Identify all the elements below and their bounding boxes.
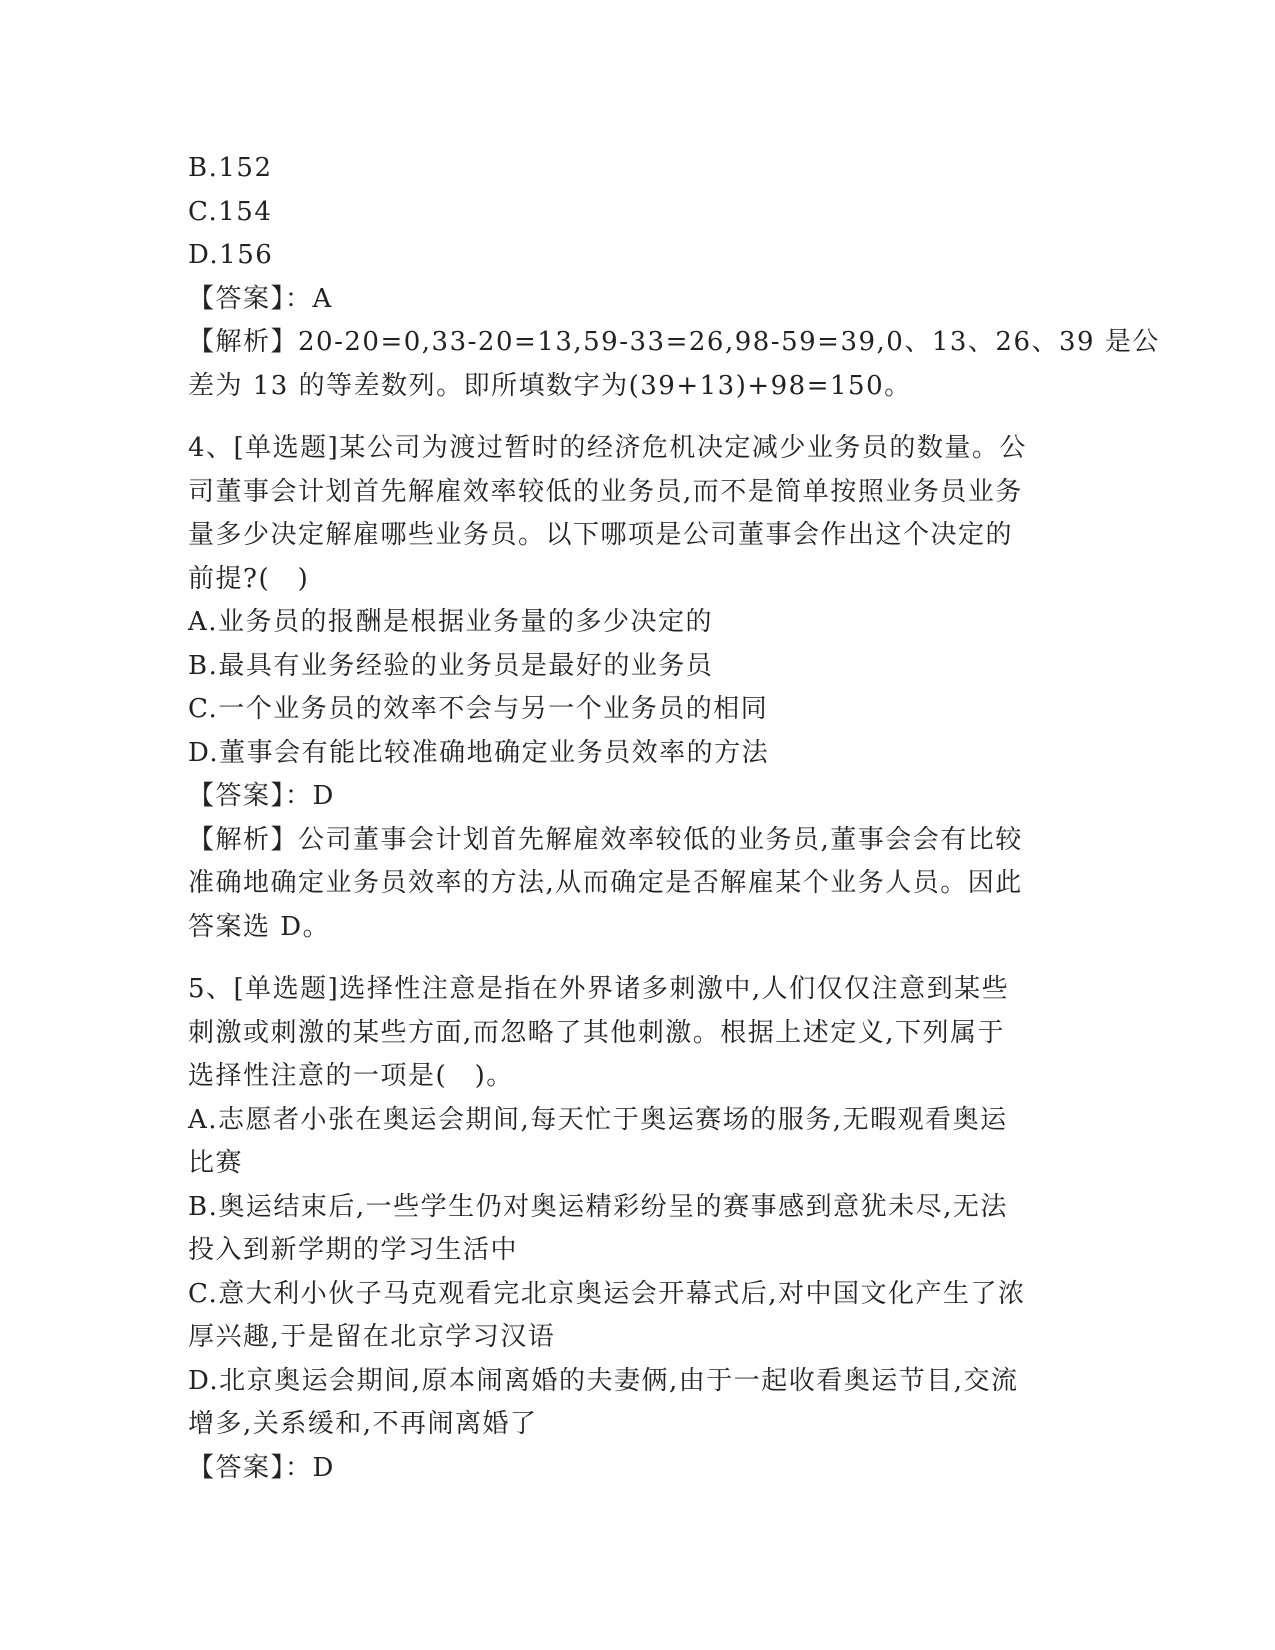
option-c: C.154 — [188, 196, 273, 227]
question-3-tail — [188, 147, 1160, 408]
option-d: D.北京奥运会期间,原本闹离婚的夫妻俩,由于一起收看奥运节目,交流 — [188, 1365, 1019, 1396]
option-a: A.业务员的报酬是根据业务量的多少决定的 — [188, 607, 714, 637]
option-d-continued: 增多,关系缓和,不再闹离婚了 — [188, 1409, 538, 1439]
question-stem-line: 司董事会计划首先解雇效率较低的业务员,而不是简单按照业务员业务 — [188, 476, 1023, 507]
answer-line: 【答案】：A — [188, 283, 333, 314]
option-b: B.奥运结束后,一些学生仍对奥运精彩纷呈的赛事感到意犹未尽,无法 — [188, 1191, 1008, 1222]
document-page — [188, 147, 1160, 1490]
question-gap — [188, 408, 1083, 427]
option-d: D.董事会有能比较准确地确定业务员效率的方法 — [188, 737, 770, 768]
question-stem-line: 前提?( ) — [188, 563, 310, 594]
analysis-line: 差为 13 的等差数列。即所填数字为(39+13)+98=150。 — [188, 370, 912, 401]
answer-line: 【答案】：D — [188, 781, 335, 811]
option-c: C.意大利小伙子马克观看完北京奥运会开幕式后,对中国文化产生了浓 — [188, 1278, 1026, 1309]
option-b: B.最具有业务经验的业务员是最好的业务员 — [188, 650, 714, 681]
question-stem-line: 5、[单选题]选择性注意是指在外界诸多刺激中,人们仅仅注意到某些 — [188, 974, 1010, 1004]
question-stem-line: 量多少决定解雇哪些业务员。以下哪项是公司董事会作出这个决定的 — [188, 520, 1014, 550]
option-d: D.156 — [188, 240, 274, 270]
answer-line: 【答案】：D — [188, 1452, 335, 1483]
option-a: A.志愿者小张在奥运会期间,每天忙于奥运赛场的服务,无暇观看奥运 — [188, 1104, 1008, 1135]
question-stem-line: 刺激或刺激的某些方面,而忽略了其他刺激。根据上述定义,下列属于 — [188, 1017, 1006, 1048]
option-c-continued: 厚兴趣,于是留在北京学习汉语 — [188, 1322, 556, 1352]
question-4 — [188, 427, 1083, 949]
question-stem-line: 4、[单选题]某公司为渡过暂时的经济危机决定减少业务员的数量。公 — [188, 433, 1027, 463]
analysis-line: 【解析】公司董事会计划首先解雇效率较低的业务员,董事会会有比较 — [188, 824, 1023, 855]
option-b: B.152 — [188, 153, 273, 183]
question-5 — [188, 968, 1083, 1490]
analysis-line: 【解析】20-20=0,33-20=13,59-33=26,98-59=39,0、13、26、39 是公 — [188, 327, 1160, 357]
option-b-continued: 投入到新学期的学习生活中 — [188, 1235, 519, 1265]
analysis-line: 答案选 D。 — [188, 911, 331, 942]
analysis-line: 准确地确定业务员效率的方法,从而确定是否解雇某个业务人员。因此 — [188, 868, 1023, 898]
question-gap — [188, 949, 1083, 968]
option-a-continued: 比赛 — [188, 1148, 244, 1178]
option-c: C.一个业务员的效率不会与另一个业务员的相同 — [188, 694, 769, 724]
question-stem-line: 选择性注意的一项是( )。 — [188, 1061, 514, 1091]
